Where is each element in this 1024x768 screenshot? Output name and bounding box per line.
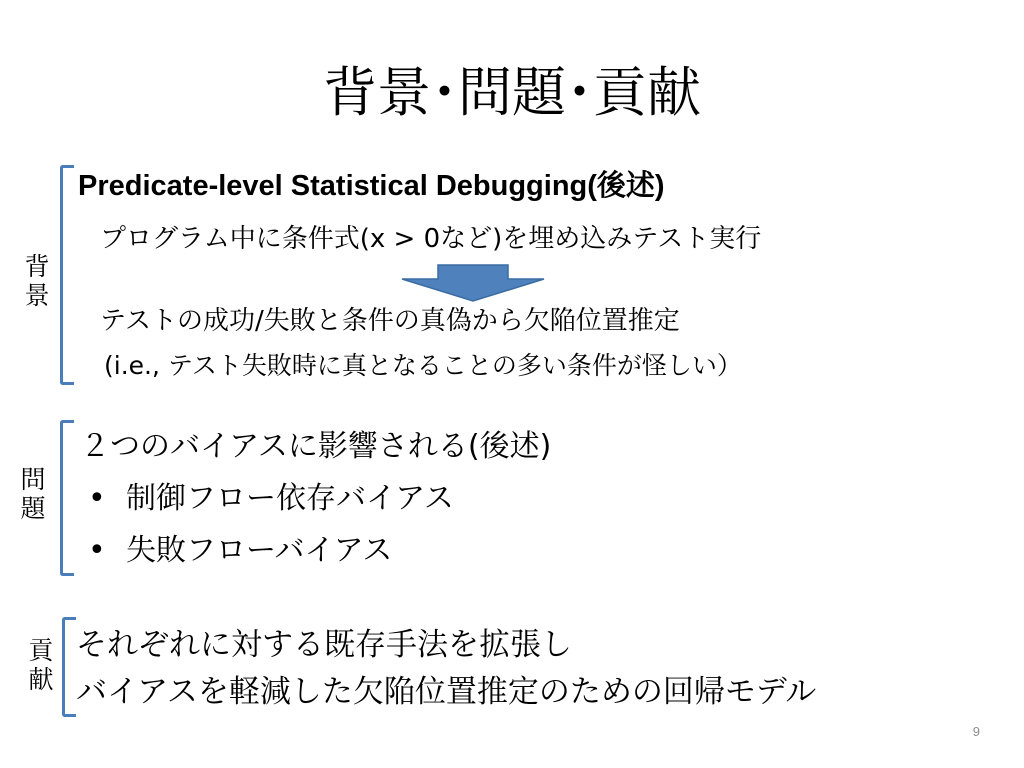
problem-bullet-item bbox=[88, 532, 392, 570]
bullet-icon: • bbox=[88, 533, 106, 568]
contribution-label-char: 貢 bbox=[28, 636, 54, 665]
problem-label-char: 題 bbox=[20, 494, 46, 523]
background-label-char: 景 bbox=[24, 281, 50, 310]
slide-title: 背景･問題･貢献 bbox=[323, 61, 701, 124]
problem-bullet-text: 制御フロー依存バイアス bbox=[126, 481, 454, 516]
background-step2-note: (i.e., テスト失敗時に真となることの多い条件が怪しい） bbox=[104, 351, 742, 380]
contribution-label-char: 献 bbox=[28, 665, 54, 694]
contribution-bracket bbox=[62, 617, 76, 717]
background-step2: テストの成功/失敗と条件の真偽から欠陥位置推定 bbox=[100, 306, 680, 336]
page-number: 9 bbox=[972, 724, 980, 739]
problem-bracket bbox=[60, 420, 74, 576]
background-label-char: 背 bbox=[24, 252, 50, 281]
bullet-icon: • bbox=[88, 481, 106, 516]
down-arrow-icon bbox=[400, 263, 546, 303]
contribution-line2: バイアスを軽減した欠陥位置推定のための回帰モデル bbox=[76, 674, 817, 710]
problem-heading: ２つのバイアスに影響される(後述) bbox=[80, 429, 552, 464]
contribution-label bbox=[24, 636, 58, 694]
problem-label-char: 問 bbox=[20, 465, 46, 494]
problem-bullet-text: 失敗フローバイアス bbox=[126, 533, 393, 568]
background-step1: プログラム中に条件式(x > 0など)を埋め込みテスト実行 bbox=[100, 224, 762, 254]
background-heading: Predicate-level Statistical Debugging(後述) bbox=[78, 170, 665, 202]
contribution-line1: それぞれに対する既存手法を拡張し bbox=[76, 627, 572, 663]
problem-bullet-item bbox=[88, 480, 454, 518]
background-label bbox=[20, 252, 54, 310]
background-bracket bbox=[60, 165, 74, 385]
problem-label bbox=[16, 465, 50, 523]
